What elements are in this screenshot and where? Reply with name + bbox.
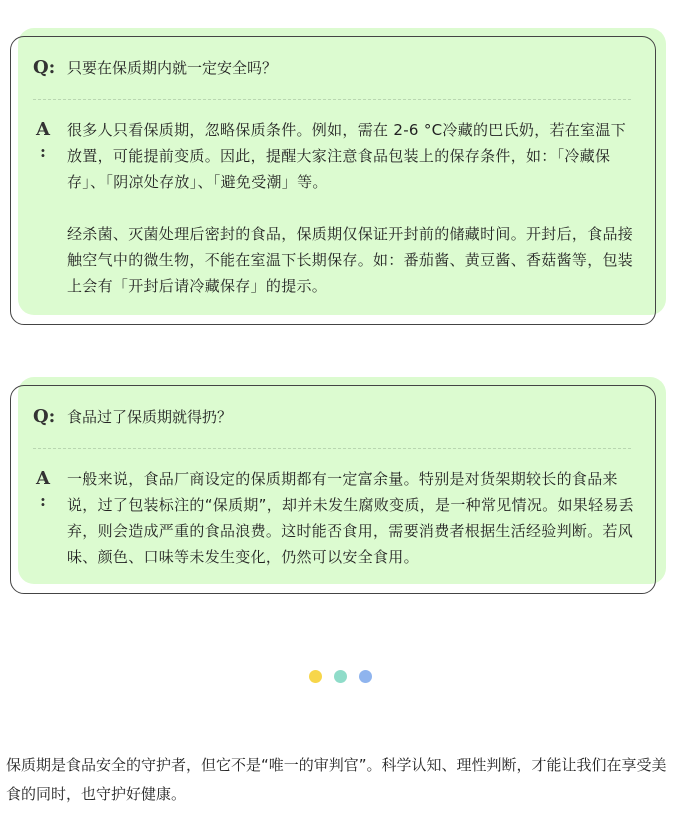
question-row <box>33 57 631 78</box>
a-colon: : <box>40 491 46 510</box>
a-letter: A <box>36 119 50 140</box>
question-text: 食品过了保质期就得扔？ <box>67 408 233 426</box>
answer-paragraph: 经杀菌、灭菌处理后密封的食品，保质期仅保证开封前的储藏时间。开封后，食品接触空气中的微生物，不能在室温下长期保存。如：番茄酱、黄豆酱、香菇酱等，包装上会有「开封后请冷藏保存」的提示。 <box>67 225 634 295</box>
card-frame <box>10 385 656 594</box>
dot-teal <box>334 670 347 683</box>
decorative-dots <box>0 670 680 683</box>
q-mark: Q: <box>33 406 56 427</box>
q-mark: Q: <box>33 57 56 78</box>
answer-text <box>67 117 637 299</box>
a-mark <box>33 470 53 510</box>
divider <box>33 448 631 449</box>
card-frame <box>10 36 656 325</box>
qa-card-1 <box>10 36 656 325</box>
a-mark <box>33 121 53 161</box>
divider <box>33 99 631 100</box>
question-text: 只要在保质期内就一定安全吗？ <box>67 59 278 77</box>
dot-blue <box>359 670 372 683</box>
a-letter: A <box>36 468 50 489</box>
closing-paragraph: 保质期是食品安全的守护者，但它不是“唯一的审判官”。科学认知、理性判断，才能让我们在享受美食的同时，也守护好健康。 <box>6 756 667 803</box>
qa-card-2 <box>10 385 656 594</box>
answer-paragraph: 一般来说，食品厂商设定的保质期都有一定富余量。特别是对货架期较长的食品来说，过了包装标注的“保质期”，却并未发生腐败变质，是一种常见情况。如果轻易丢弃，则会造成严重的食品浪费。这时能否食用，需要消费者根据生活经验判断。若风味、颜色、口味等未发生变化，仍然可以安全食用。 <box>67 470 634 566</box>
answer-text <box>67 466 637 570</box>
question-row <box>33 406 631 427</box>
a-colon: : <box>40 142 46 161</box>
answer-paragraph: 很多人只看保质期，忽略保质条件。例如，需在 2-6 °C冷藏的巴氏奶，若在室温下放置，可能提前变质。因此，提醒大家注意食品包装上的保存条件，如：「冷藏保存」、「阴凉处存放」、「避免受潮」等。 <box>67 121 627 191</box>
dot-yellow <box>309 670 322 683</box>
